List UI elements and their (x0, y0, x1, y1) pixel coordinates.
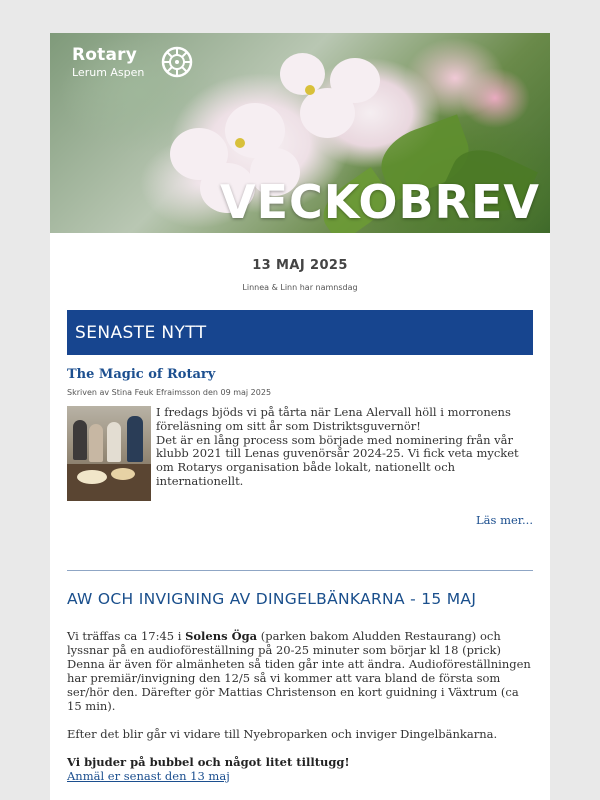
event-offer: Vi bjuder på bubbel och något litet tilltugg! (67, 755, 350, 769)
signup-link[interactable]: Anmäl er senast den 13 maj (67, 769, 230, 783)
article-byline: Skriven av Stina Feuk Efraimsson den 09 maj 2025 (67, 388, 272, 397)
event-body (67, 629, 533, 783)
rotary-logo[interactable] (72, 45, 144, 79)
rotary-wheel-icon (160, 45, 194, 79)
event-text: Vi träffas ca 17:45 i (67, 629, 186, 643)
issue-date: 13 MAJ 2025 (252, 258, 348, 273)
event-paragraph (67, 629, 533, 713)
article-body (67, 406, 533, 501)
article-photo[interactable] (67, 406, 151, 501)
section-title: SENASTE NYTT (75, 323, 207, 343)
article-excerpt-line: I fredags bjöds vi på tårta när Lena Alervall höll i morronens föreläsning om sitt år som Distriktsguvernör! (156, 405, 511, 433)
article-excerpt (156, 406, 533, 501)
event-text: (parken bakom Aludden Restaurang) och lyssnar på en audioföreställning på 20-25 minuter som börjar kl 18 (prick) Denna är även för almänheten så tiden går inte att ändra. Audioföreställningen har premiär/invigning den 12/5 så vi kommer att vara bland de första som ser/hör den. Därefter gör Mattias Christenson en kort guidning i Växtrum (ca 15 min). (67, 629, 531, 713)
banner-title: VECKOBREV (220, 175, 540, 229)
header-banner (50, 33, 550, 233)
event-paragraph: Efter det blir går vi vidare till Nyebroparken och inviger Dingelbänkarna. (67, 727, 498, 741)
divider (67, 570, 533, 571)
article-excerpt-line: Det är en lång process som började med nominering från vår klubb 2021 till Lenas guvenörsår 2024-25. Vi fick veta mycket om Rotarys organisation både lokalt, nationellt och internationellt. (156, 432, 519, 488)
nameday-note: Linnea & Linn har namnsdag (242, 283, 358, 292)
article-title[interactable]: The Magic of Rotary (67, 367, 216, 382)
article-magic-of-rotary (50, 367, 550, 527)
event-paragraph (67, 755, 533, 783)
event-title: AW OCH INVIGNING AV DINGELBÄNKARNA - 15 MAJ (67, 590, 477, 608)
newsletter-email (50, 33, 550, 800)
read-more-link[interactable]: Läs mer... (476, 513, 533, 527)
event-location: Solens Öga (185, 629, 258, 643)
logo-name: Rotary (72, 45, 138, 65)
section-header-latest-news (67, 310, 533, 355)
logo-club-name: Lerum Aspen (72, 66, 145, 79)
